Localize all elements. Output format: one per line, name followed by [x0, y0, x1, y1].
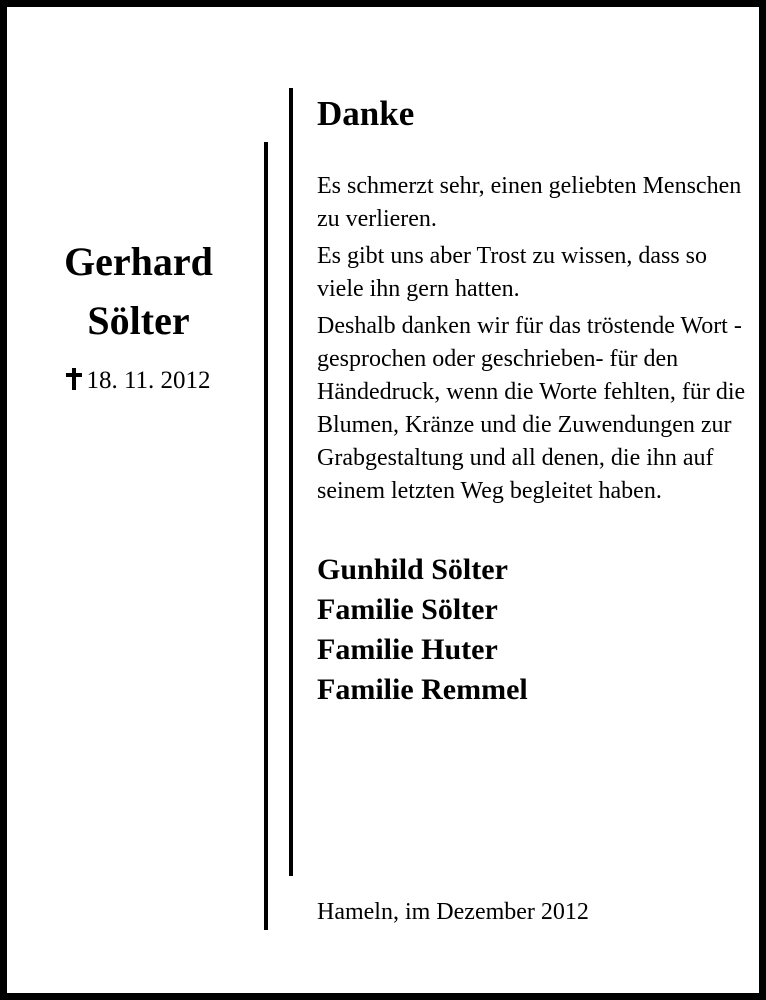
message-paragraph: Deshalb danken wir für das tröstende Wort -gesprochen oder geschrieben- für den Händedruck, wenn die Worte fehlten, für die Blumen, Kränze und die Zuwendungen zur Grabgestaltung und all denen, die ihn auf seinem letzten Weg begleitet haben. — [317, 313, 746, 504]
signer-name: Gunhild Sölter — [317, 553, 508, 586]
divider-line-right — [289, 88, 293, 876]
signers-list — [317, 550, 747, 710]
place-date: Hameln, im Dezember 2012 — [317, 899, 589, 925]
deceased-first-name: Gerhard — [64, 239, 213, 284]
signer-name: Familie Sölter — [317, 593, 498, 626]
message-paragraph: Es schmerzt sehr, einen geliebten Menschen zu verlieren. — [317, 173, 742, 232]
death-date: 18. 11. 2012 — [86, 367, 211, 394]
divider-line-left — [264, 142, 268, 930]
death-date-line — [20, 365, 257, 397]
notice-heading: Danke — [317, 94, 415, 133]
deceased-block — [20, 232, 257, 397]
deceased-last-name: Sölter — [87, 298, 190, 343]
notice-content — [317, 92, 747, 710]
signer-name: Familie Huter — [317, 633, 498, 666]
cross-icon — [66, 368, 82, 390]
notice-message — [317, 170, 747, 508]
message-paragraph: Es gibt uns aber Trost zu wissen, dass so viele ihn gern hatten. — [317, 243, 708, 302]
signer-name: Familie Remmel — [317, 673, 528, 706]
